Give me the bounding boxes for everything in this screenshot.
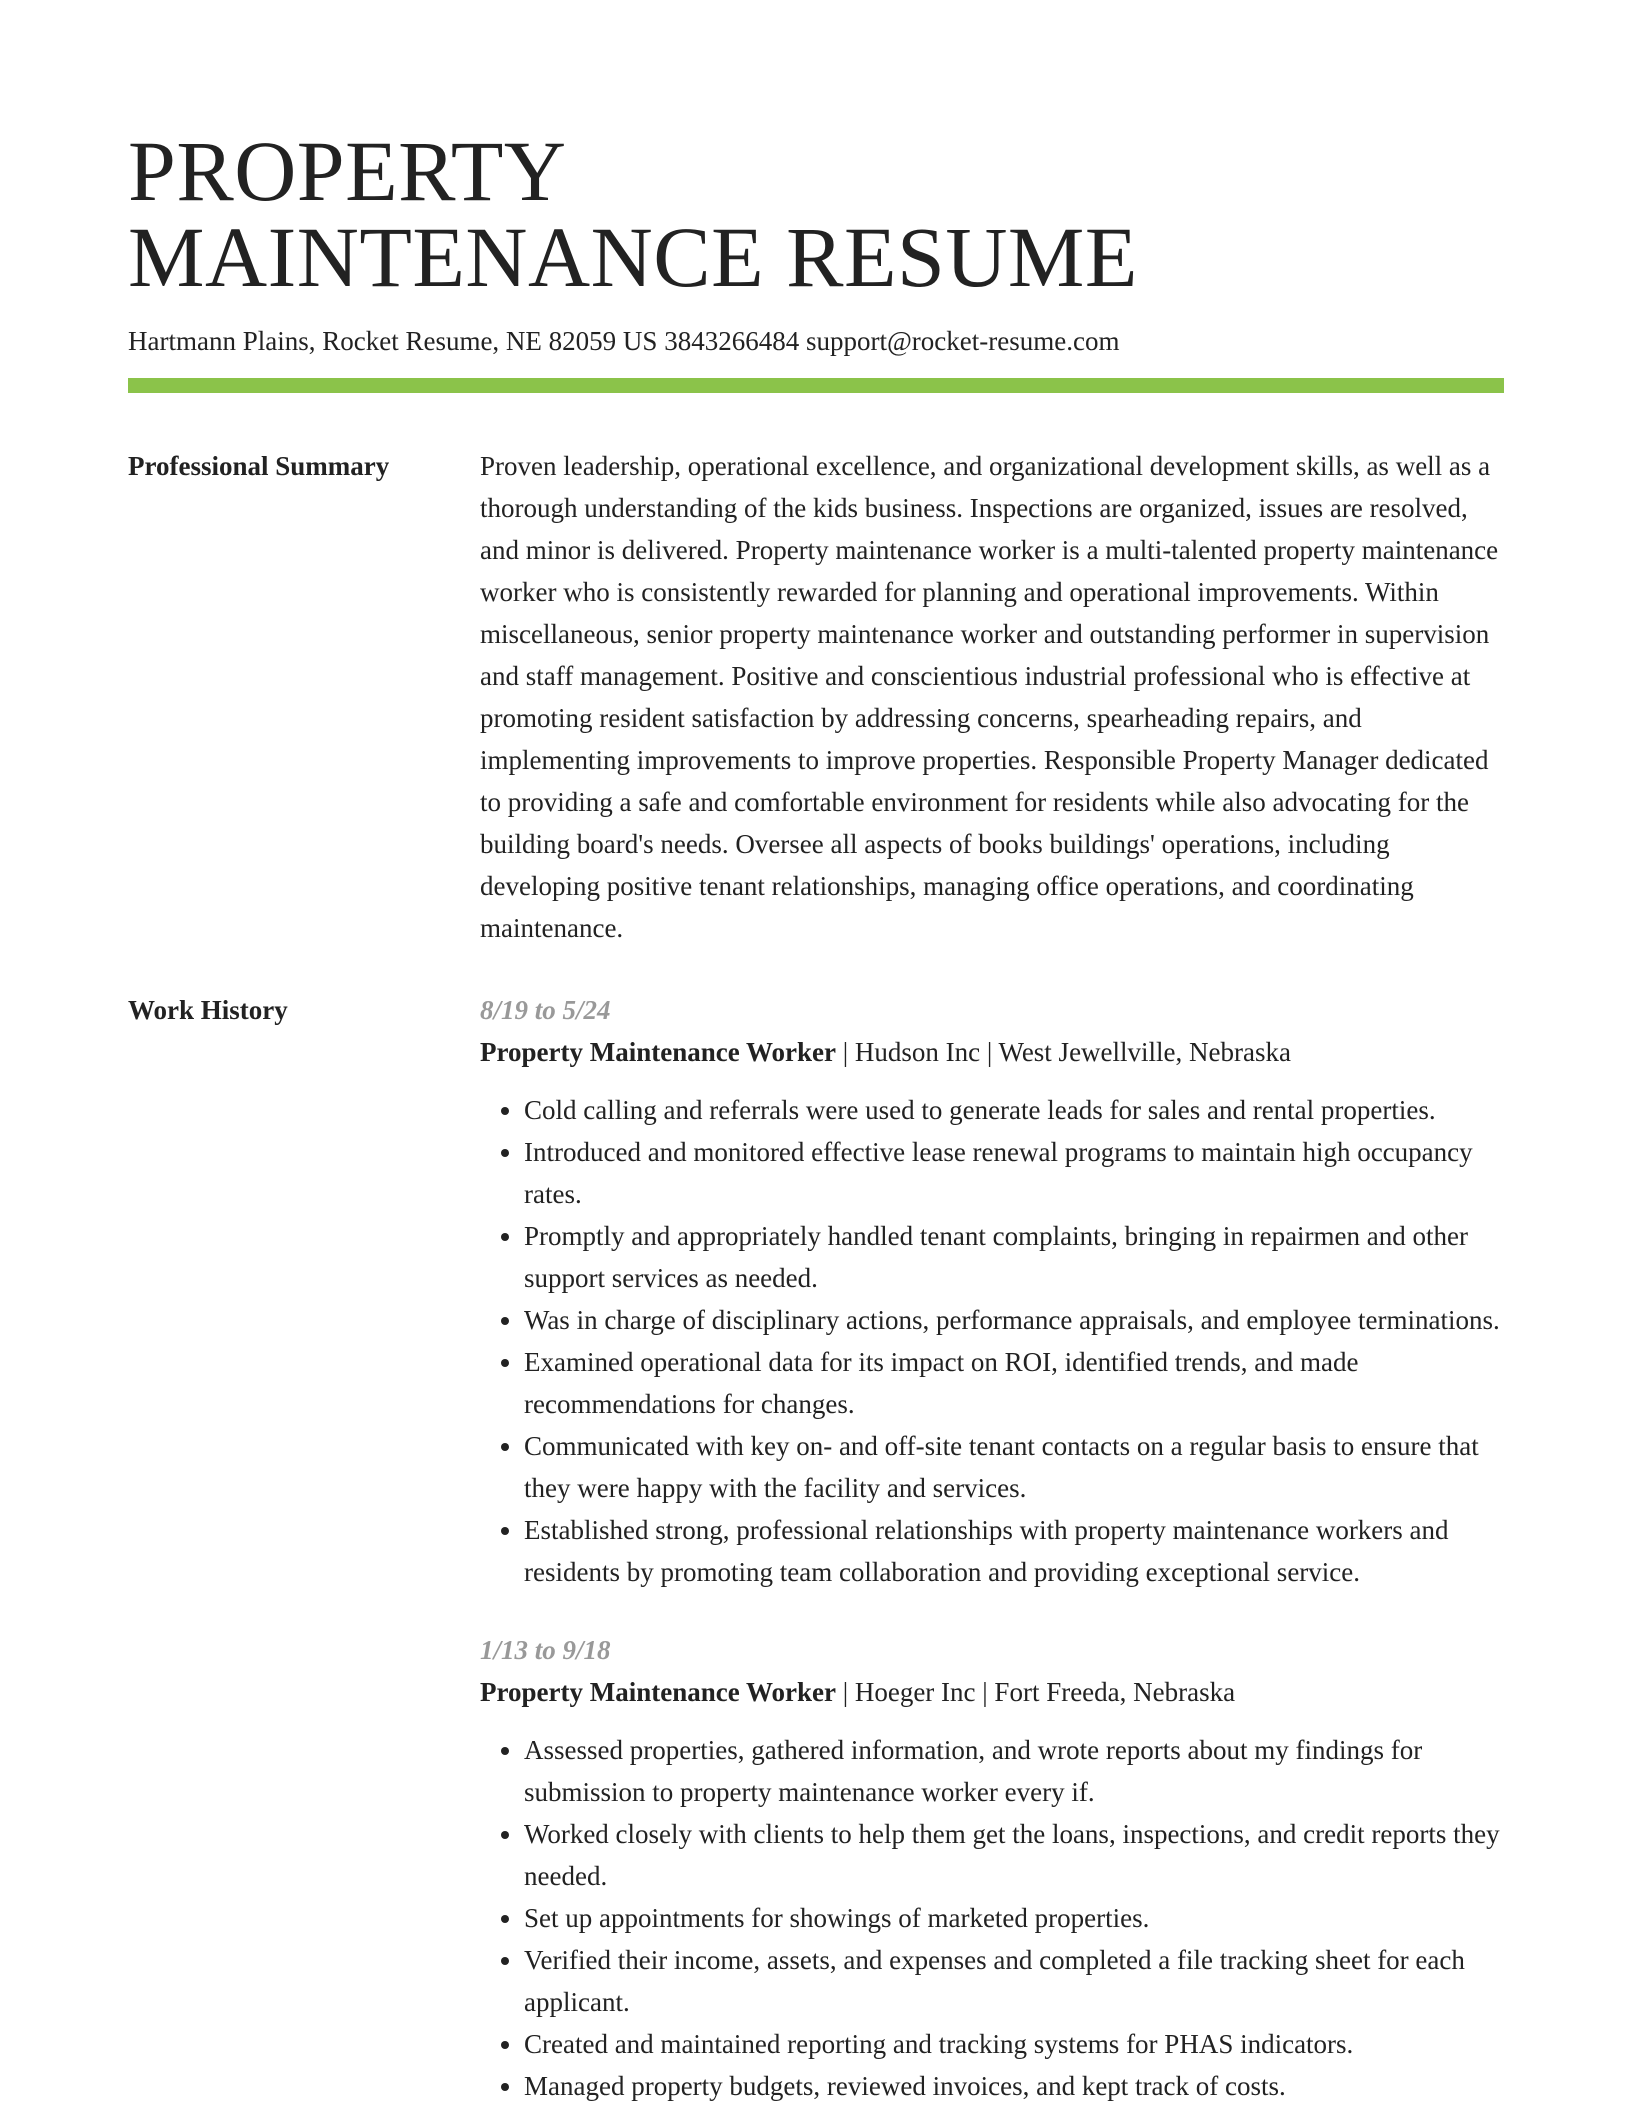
job-bullet: • Set up appointments for showings of marketed properties. bbox=[524, 1897, 1504, 1939]
job-title-line bbox=[480, 1031, 1504, 1073]
job-dates: 8/19 to 5/24 bbox=[480, 995, 611, 1025]
title-line-1: PROPERTY bbox=[128, 123, 567, 219]
job-bullet: • Was in charge of disciplinary actions, performance appraisals, and employee terminations. bbox=[524, 1299, 1504, 1341]
job-role: Property Maintenance Worker bbox=[480, 1677, 836, 1707]
job-bullet: • Worked closely with clients to help them get the loans, inspections, and credit reports they needed. bbox=[524, 1813, 1504, 1897]
job-bullet: • Managed property budgets, reviewed invoices, and kept track of costs. bbox=[524, 2065, 1504, 2107]
job-title-line bbox=[480, 1671, 1504, 1713]
professional-summary-section bbox=[128, 445, 1504, 949]
job-company-location: | Hoeger Inc | Fort Freeda, Nebraska bbox=[835, 1677, 1236, 1707]
job-bullet: • Created and maintained reporting and tracking systems for PHAS indicators. bbox=[524, 2023, 1504, 2065]
job-bullets bbox=[480, 1089, 1504, 1593]
job-bullet: • Introduced and monitored effective lease renewal programs to maintain high occupancy rates. bbox=[524, 1131, 1504, 1215]
resume-title bbox=[128, 123, 1504, 305]
job-bullet: • Established strong, professional relationships with property maintenance workers and residents by promoting team collaboration and providing exceptional service. bbox=[524, 1509, 1504, 1593]
section-label-work-history: Work History bbox=[128, 995, 288, 1025]
resume-page bbox=[128, 0, 1504, 2107]
job-bullet: • Verified their income, assets, and expenses and completed a file tracking sheet for each applicant. bbox=[524, 1939, 1504, 2023]
job-company-location: | Hudson Inc | West Jewellville, Nebraska bbox=[835, 1037, 1291, 1067]
section-label-summary: Professional Summary bbox=[128, 451, 390, 481]
job-bullets bbox=[480, 1729, 1504, 2107]
job-bullet: • Examined operational data for its impact on ROI, identified trends, and made recommendations for changes. bbox=[524, 1341, 1504, 1425]
work-history-section bbox=[128, 989, 1504, 2107]
job-bullet: • Cold calling and referrals were used to generate leads for sales and rental properties. bbox=[524, 1089, 1504, 1131]
job-bullet: • Assessed properties, gathered information, and wrote reports about my findings for submission to property maintenance worker every if. bbox=[524, 1729, 1504, 1813]
contact-info: Hartmann Plains, Rocket Resume, NE 82059 US 3843266484 support@rocket-resume.com bbox=[128, 326, 1120, 356]
summary-body bbox=[480, 445, 1504, 949]
job-role: Property Maintenance Worker bbox=[480, 1037, 836, 1067]
summary-text: Proven leadership, operational excellence, and organizational development skills, as well as a thorough understanding of the kids business. Inspections are organized, issues are resolved, and minor is delivered. Property maintenance worker is a multi-talented property maintenance worker who is consistently rewarded for planning and operational improvements. Within miscellaneous, senior property maintenance worker and outstanding performer in supervision and staff management. Positive and conscientious industrial professional who is effective at promoting resident satisfaction by addressing concerns, spearheading repairs, and implementing improvements to improve properties. Responsible Property Manager dedicated to providing a safe and comfortable environment for residents while also advocating for the building board's needs. Oversee all aspects of books buildings' operations, including developing positive tenant relationships, managing office operations, and coordinating maintenance. bbox=[480, 451, 1499, 943]
job-entry bbox=[480, 989, 1504, 1593]
work-history-body bbox=[480, 989, 1504, 2107]
job-bullet: • Communicated with key on- and off-site tenant contacts on a regular basis to ensure that they were happy with the facility and services. bbox=[524, 1425, 1504, 1509]
job-dates: 1/13 to 9/18 bbox=[480, 1635, 611, 1665]
title-line-2: MAINTENANCE RESUME bbox=[128, 209, 1138, 305]
job-entry bbox=[480, 1629, 1504, 2107]
job-bullet: • Promptly and appropriately handled tenant complaints, bringing in repairmen and other support services as needed. bbox=[524, 1215, 1504, 1299]
accent-divider bbox=[128, 378, 1504, 393]
